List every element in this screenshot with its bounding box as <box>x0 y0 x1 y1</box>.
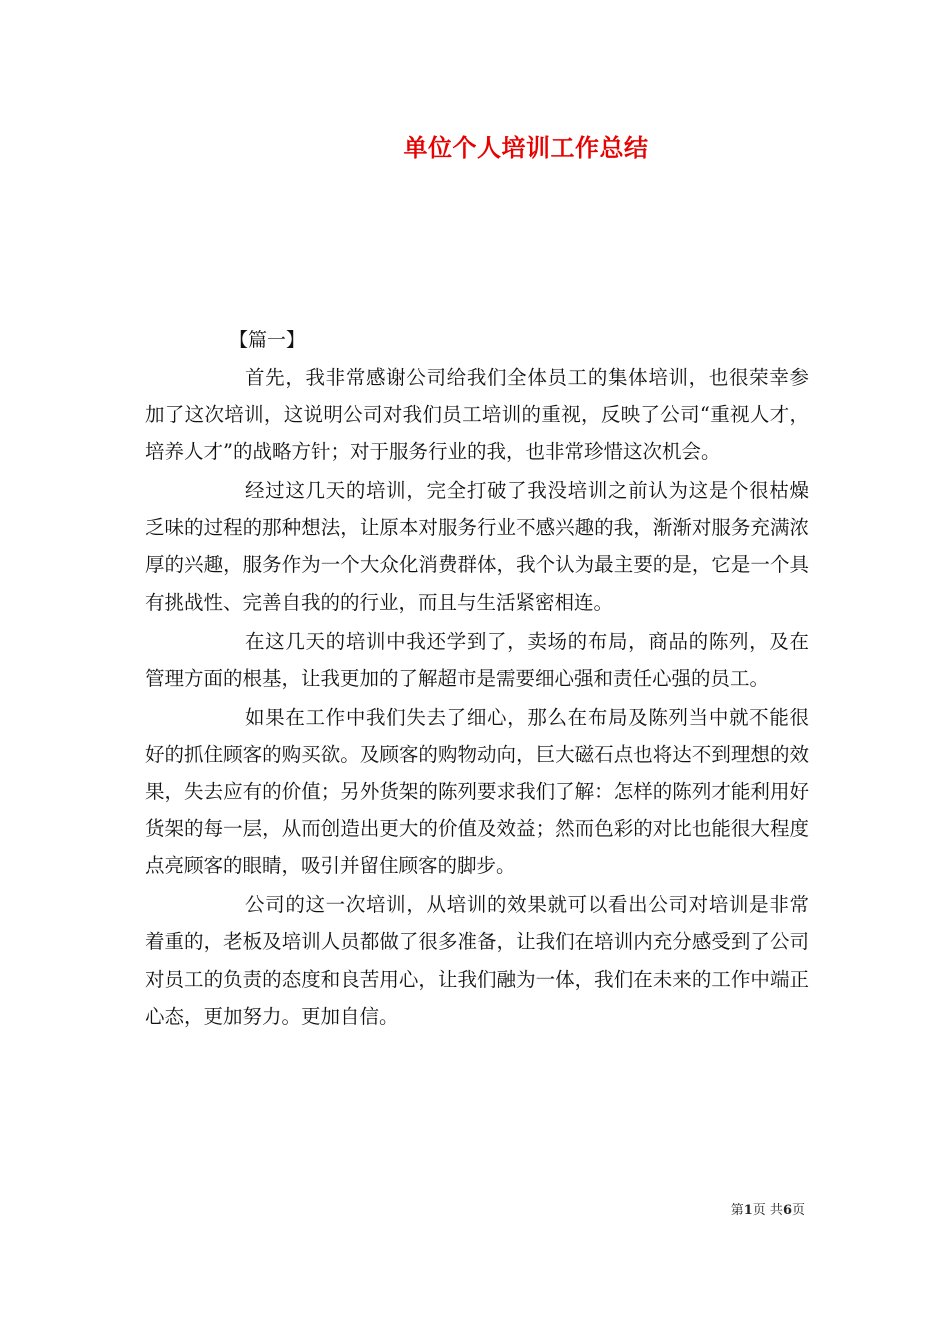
total-pages-number: 6 <box>782 1203 792 1218</box>
current-page-number: 1 <box>743 1203 753 1218</box>
paragraph: 如果在工作中我们失去了细心，那么在布局及陈列当中就不能很好的抓住顾客的购买欲。及顾客的购物动向，巨大磁石点也将达不到理想的效果，失去应有的价值；另外货架的陈列要求我们了解：怎样的陈列才能利用好货架的每一层，从而创造出更大的价值及效益；然而色彩的对比也能很大程度点亮顾客的眼睛，吸引并留住顾客的脚步。 <box>145 705 809 878</box>
paragraph: 在这几天的培训中我还学到了，卖场的布局，商品的陈列，及在管理方面的根基，让我更加的了解超市是需要细心强和责任心强的员工。 <box>145 629 809 690</box>
page-footer <box>731 1201 805 1221</box>
paragraph: 公司的这一次培训，从培训的效果就可以看出公司对培训是非常着重的，老板及培训人员都做了很多准备，让我们在培训内充分感受到了公司对员工的负责的态度和良苦用心，让我们融为一体，我们在未来的工作中端正心态，更加努力。更加自信。 <box>145 893 809 1028</box>
document-body <box>145 359 809 1037</box>
paragraph: 首先，我非常感谢公司给我们全体员工的集体培训，也很荣幸参加了这次培训，这说明公司对我们员工培训的重视，反映了公司“重视人才，培养人才”的战略方针；对于服务行业的我，也非常珍惜这次机会。 <box>145 366 809 464</box>
footer-middle: 页 共 <box>752 1203 783 1218</box>
paragraph: 经过这几天的培训，完全打破了我没培训之前认为这是个很枯燥乏味的过程的那种想法，让原本对服务行业不感兴趣的我，渐渐对服务充满浓厚的兴趣，服务作为一个大众化消费群体，我个认为最主要的是，它是一个具有挑战性、完善自我的的行业，而且与生活紧密相连。 <box>145 479 809 614</box>
section-label: 【篇一】 <box>229 329 306 351</box>
footer-prefix: 第 <box>730 1203 744 1218</box>
document-title: 单位个人培训工作总结 <box>403 134 649 162</box>
footer-suffix: 页 <box>791 1203 805 1218</box>
